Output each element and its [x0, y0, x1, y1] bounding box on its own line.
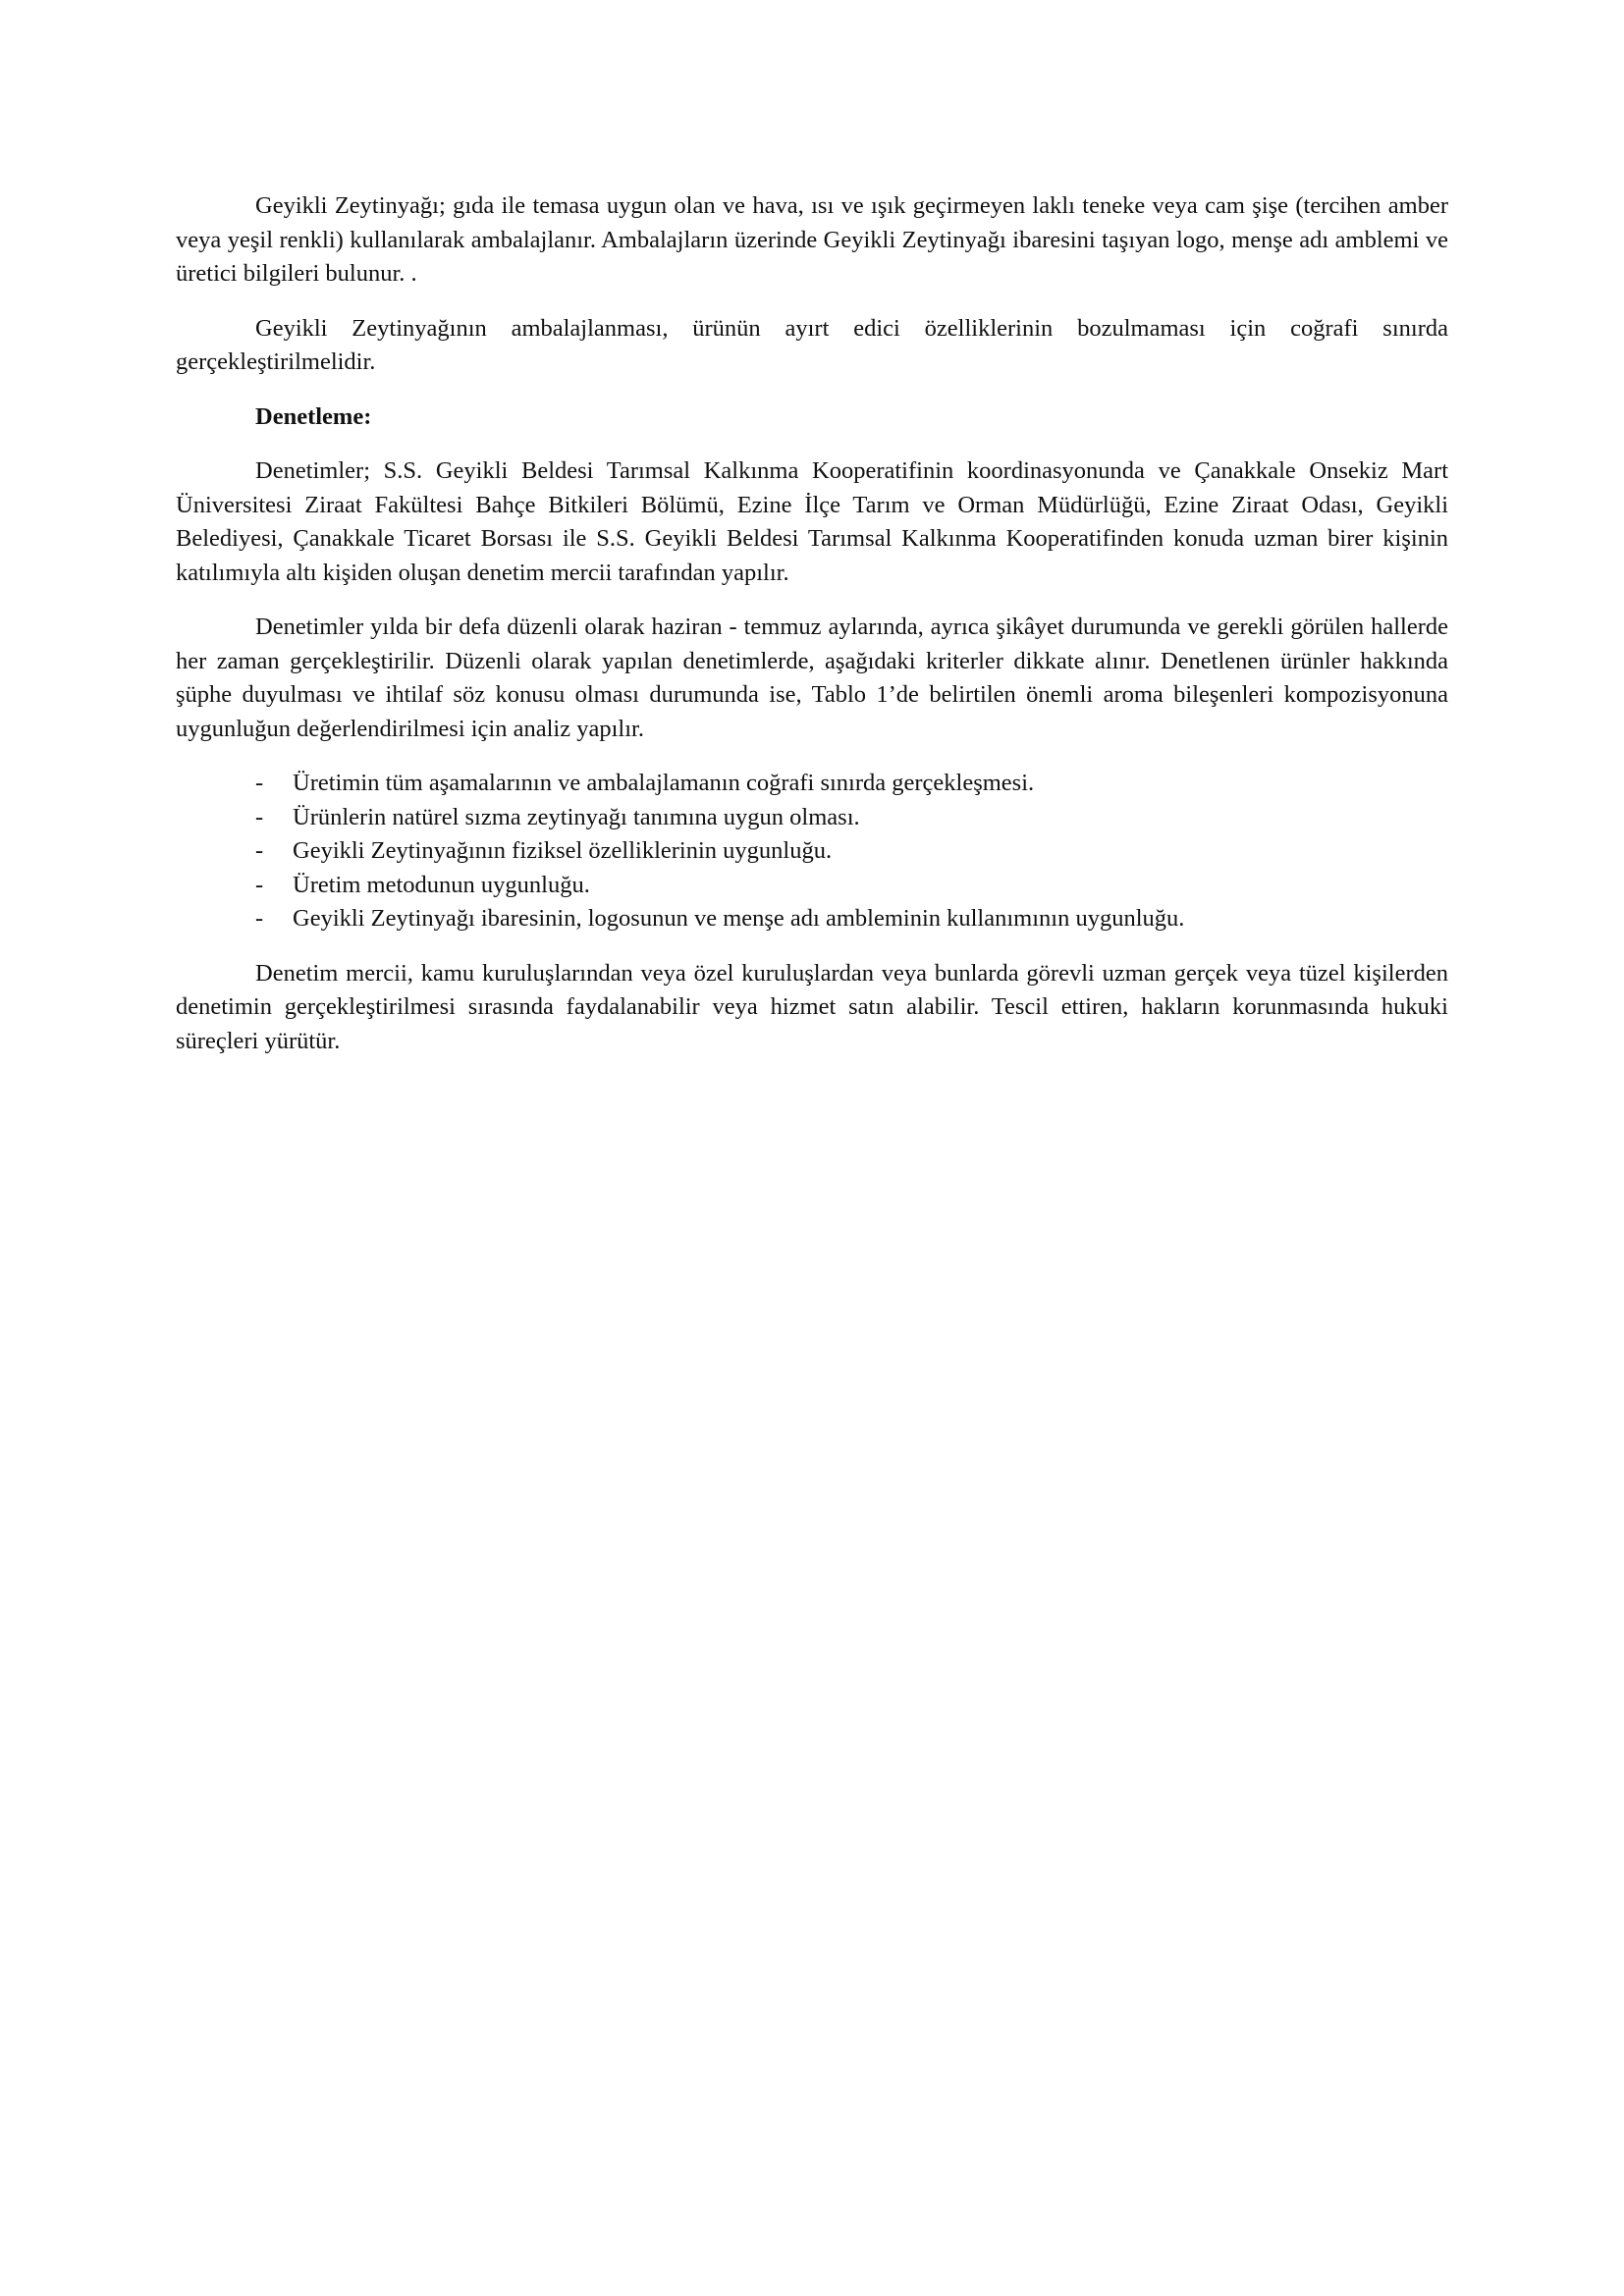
inspection-schedule-paragraph: Denetimler yılda bir defa düzenli olarak haziran - temmuz aylarında, ayrıca şikâyet durumunda ve gerekli görülen hallerde her zaman gerçekleştirilir. Düzenli olarak yapılan denetimlerde, aşağıdaki kriterler dikkate alınır. Denetlenen ürünler hakkında şüphe duyulması ve ihtilaf söz konusu olması durumunda ise, Tablo 1’de belirtilen önemli aroma bileşenleri kompozisyonuna uygunluğun değerlendirilmesi için analiz yapılır. — [176, 614, 1448, 742]
section-heading-inspection: Denetleme: — [255, 402, 372, 430]
criteria-list — [176, 767, 1448, 936]
list-dash: - — [255, 905, 264, 932]
list-item-text: Üretimin tüm aşamalarının ve ambalajlamanın coğrafi sınırda gerçekleşmesi. — [293, 770, 1035, 796]
list-item-text: Geyikli Zeytinyağı ibaresinin, logosunun ve menşe adı ambleminin kullanımının uygunluğu. — [293, 905, 1185, 932]
list-dash: - — [255, 770, 264, 796]
list-dash: - — [255, 871, 264, 898]
list-item — [176, 869, 1448, 903]
list-item — [176, 902, 1448, 936]
list-dash: - — [255, 837, 264, 864]
document-body — [176, 189, 1448, 1079]
list-dash: - — [255, 803, 264, 830]
list-item-text: Ürünlerin natürel sızma zeytinyağı tanımına uygun olması. — [293, 803, 860, 830]
packaging-paragraph: Geyikli Zeytinyağı; gıda ile temasa uygun olan ve hava, ısı ve ışık geçirmeyen laklı teneke veya cam şişe (tercihen amber veya yeşil renkli) kullanılarak ambalajlanır. Ambalajların üzerinde Geyikli Zeytinyağı ibaresini taşıyan logo, menşe adı amblemi ve üretici bilgileri bulunur. . — [176, 192, 1448, 287]
list-item — [176, 834, 1448, 869]
list-item — [176, 767, 1448, 801]
inspection-body-paragraph: Denetimler; S.S. Geyikli Beldesi Tarımsal Kalkınma Kooperatifinin koordinasyonunda ve Çanakkale Onsekiz Mart Üniversitesi Ziraat Fakültesi Bahçe Bitkileri Bölümü, Ezine İlçe Tarım ve Orman Müdürlüğü, Ezine Ziraat Odası, Geyikli Belediyesi, Çanakkale Ticaret Borsası ile S.S. Geyikli Beldesi Tarımsal Kalkınma Kooperatifinden konuda uzman birer kişinin katılımıyla altı kişiden oluşan denetim mercii tarafından yapılır. — [176, 457, 1448, 586]
list-item — [176, 801, 1448, 835]
packaging-location-paragraph: Geyikli Zeytinyağının ambalajlanması, ürünün ayırt edici özelliklerinin bozulmaması için coğrafi sınırda gerçekleştirilmelidir. — [176, 314, 1448, 375]
list-item-text: Üretim metodunun uygunluğu. — [293, 871, 590, 898]
closing-paragraph: Denetim mercii, kamu kuruluşlarından veya özel kuruluşlardan veya bunlarda görevli uzman gerçek veya tüzel kişilerden denetimin gerçekleştirilmesi sırasında faydalanabilir veya hizmet satın alabilir. Tescil ettiren, hakların korunmasında hukuki süreçleri yürütür. — [176, 959, 1448, 1054]
list-item-text: Geyikli Zeytinyağının fiziksel özelliklerinin uygunluğu. — [293, 837, 833, 864]
